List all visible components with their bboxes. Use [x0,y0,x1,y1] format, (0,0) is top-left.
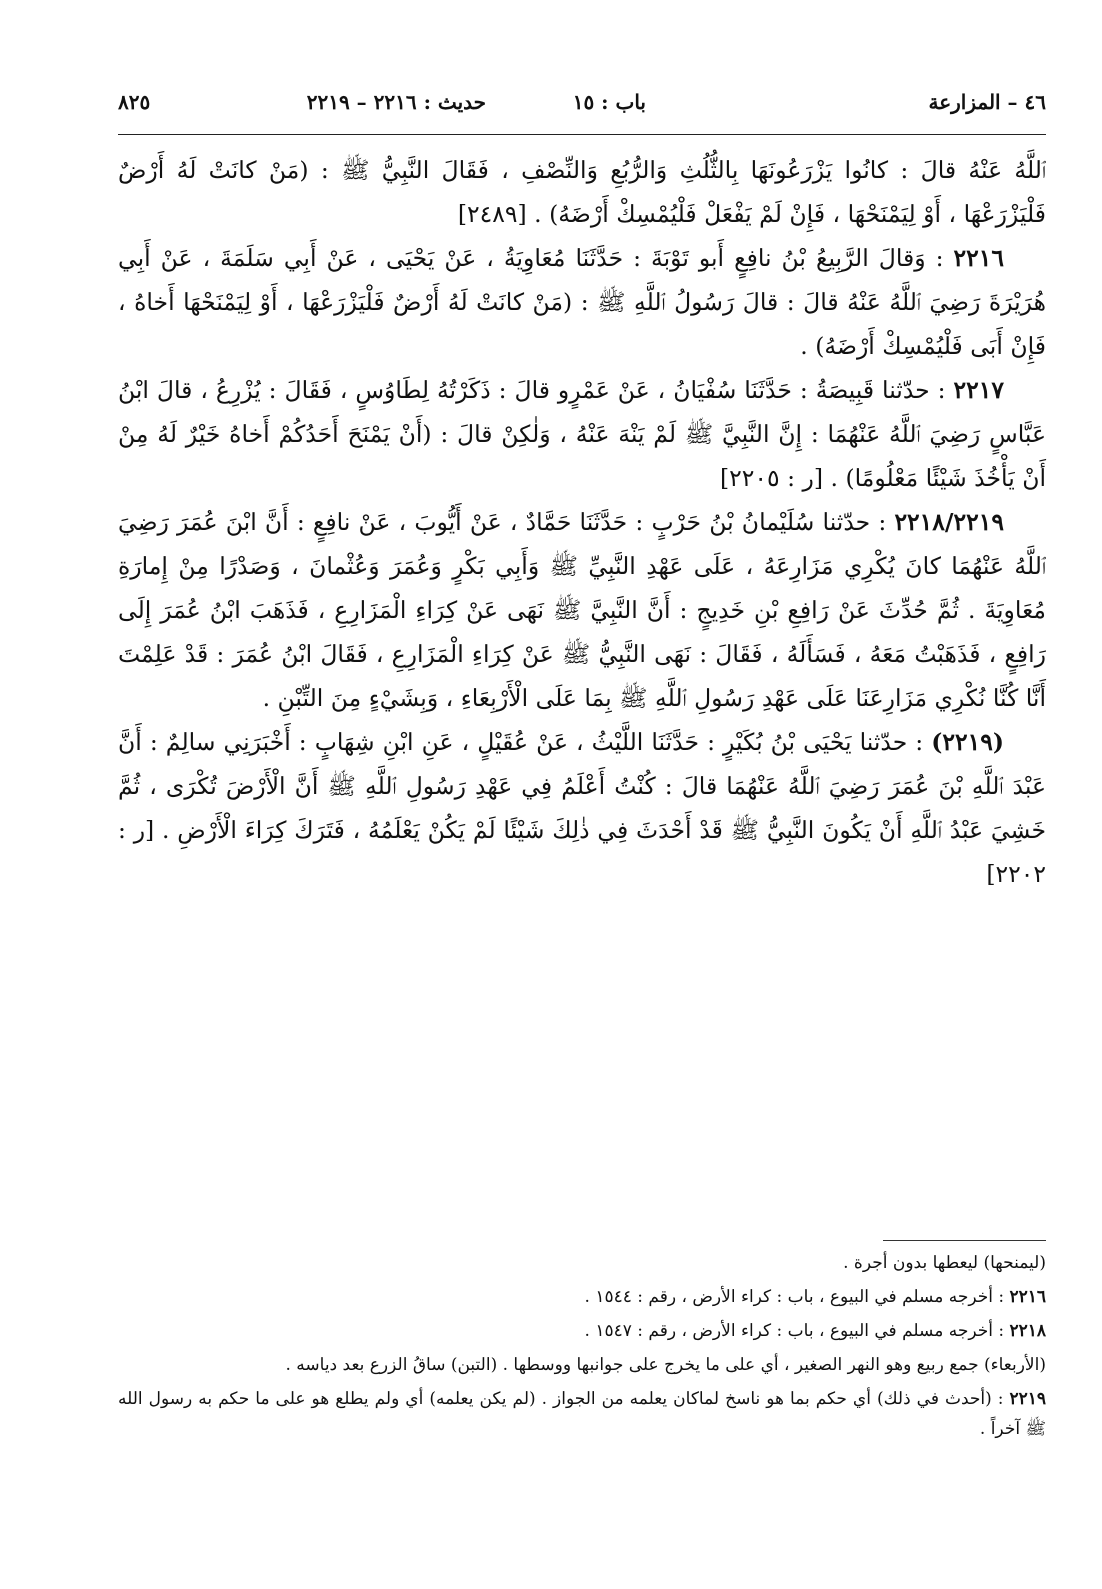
footnote [118,1350,1046,1380]
footnote-number: ٢٢١٦ [1009,1287,1046,1307]
footnote [118,1384,1046,1444]
page-number: ٨٢٥ [118,90,151,114]
footnote-text: : (أحدث في ذلك) أي حكم بما هو ناسخ لماكان يعلمه من الجواز . (لم يكن يعلمه) أي ولم يطلع هو على ما حكم به رسول الله ﷺ آخراً . [118,1389,1046,1439]
paragraph-text: : وَقالَ الرَّبِيعُ بْنُ نافِعٍ أَبو تَوْبَةَ : حَدَّثَنَا مُعَاوِيَةُ ، عَنْ يَحْيَى ، عَنْ أَبِي سَلَمَةَ ، عَنْ أَبِي هُرَيْرَةَ رَضِيَ ٱللَّهُ عَنْهُ قالَ : قالَ رَسُولُ ٱللَّهِ ﷺ : (مَنْ كانَتْ لَهُ أَرْضٌ فَلْيَزْرَعْهَا ، أَوْ لِيَمْنَحْهَا أَخاهُ ، فَإِنْ أَبَى فَلْيُمْسِكْ أَرْضَهُ) . [118,244,1046,360]
chapter-title: ٤٦ – المزارعة [928,90,1046,114]
footnote-number: ٢٢١٩ [1009,1389,1046,1409]
hadith-number: (٢٢١٩) [931,728,1004,756]
footnotes [118,1248,1046,1448]
hadith-paragraph [118,720,1046,896]
footnote-rule [883,1240,1046,1241]
footnote-text: : أخرجه مسلم في البيوع ، باب : كراء الأرض ، رقم : ١٥٤٧ . [584,1321,1010,1341]
paragraph-text: ٱللَّهُ عَنْهُ قالَ : كانُوا يَزْرَعُونَهَا بِالثُّلُثِ وَالرُّبُعِ وَالنِّصْفِ ، فَقَالَ النَّبِيُّ ﷺ : (مَنْ كانَتْ لَهُ أَرْضٌ فَلْيَزْرَعْهَا ، أَوْ لِيَمْنَحْهَا ، فَإِنْ لَمْ يَفْعَلْ فَلْيُمْسِكْ أَرْضَهُ) . [٢٤٨٩] [118,156,1046,228]
footnote [118,1316,1046,1346]
hadith-paragraph [118,236,1046,368]
paragraph-text: : حدّثنا قَبِيصَةُ : حَدَّثَنَا سُفْيَانُ ، عَنْ عَمْرٍو قالَ : ذَكَرْتُهُ لِطَاوُسٍ ، فَقَالَ : يُزْرِعُ ، قالَ ابْنُ عَبَّاسٍ رَضِيَ ٱللَّهُ عَنْهُمَا : إِنَّ النَّبِيَّ ﷺ لَمْ يَنْهَ عَنْهُ ، وَلٰكِنْ قالَ : (أَنْ يَمْنَحَ أَحَدُكُمْ أَخاهُ خَيْرٌ لَهُ مِنْ أَنْ يَأْخُذَ شَيْئًا مَعْلُومًا) . [ر : ٢٢٠٥] [118,376,1046,492]
bab-number: باب : ١٥ [572,90,646,114]
hadith-range: حديث : ٢٢١٦ – ٢٢١٩ [306,90,486,114]
footnote [118,1282,1046,1312]
footnote-text: (الأربعاء) جمع ربيع وهو النهر الصغير ، أي على ما يخرج على جوانبها ووسطها . (التبن) ساقُ الزرع بعد دياسه . [285,1355,1046,1375]
footnote-number: ٢٢١٨ [1009,1321,1046,1341]
paragraph-text: : حدّثنا سُلَيْمانُ بْنُ حَرْبٍ : حَدَّثَنَا حَمَّادٌ ، عَنْ أَيُّوبَ ، عَنْ نافِعٍ : أَنَّ ابْنَ عُمَرَ رَضِيَ ٱللَّهُ عَنْهُمَا كانَ يُكْرِي مَزَارِعَهُ ، عَلَى عَهْدِ النَّبِيِّ ﷺ وَأَبِي بَكْرٍ وَعُمَرَ وَعُثْمانَ ، وَصَدْرًا مِنْ إِمارَةِ مُعَاوِيَةَ . ثُمَّ حُدِّثَ عَنْ رَافِعِ بْنِ خَدِيجٍ : أَنَّ النَّبِيَّ ﷺ نَهَى عَنْ كِرَاءِ الْمَزَارِعِ ، فَذَهَبَ ابْنُ عُمَرَ إِلَى رَافِعٍ ، فَذَهَبْتُ مَعَهُ ، فَسَأَلَهُ ، فَقَالَ : نَهَى النَّبِيُّ ﷺ عَنْ كِرَاءِ الْمَزَارِعِ ، فَقَالَ ابْنُ عُمَرَ : قَدْ عَلِمْتَ أَنَّا كُنَّا نُكْرِي مَزَارِعَنَا عَلَى عَهْدِ رَسُولِ ٱللَّهِ ﷺ بِمَا عَلَى الْأَرْبِعَاءِ ، وَبِشَيْءٍ مِنَ التِّبْنِ . [118,508,1046,712]
hadith-number: ٢٢١٧ [953,376,1004,404]
hadith-number: ٢٢١٨/٢٢١٩ [894,508,1004,536]
hadith-paragraph [118,368,1046,500]
paragraph-text: : حدّثنا يَحْيَى بْنُ بُكَيْرٍ : حَدَّثَنَا اللَّيْثُ ، عَنْ عُقَيْلٍ ، عَنِ ابْنِ شِهَابٍ : أَخْبَرَنِي سالِمٌ : أَنَّ عَبْدَ ٱللَّهِ بْنَ عُمَرَ رَضِيَ ٱللَّهُ عَنْهُمَا قالَ : كُنْتُ أَعْلَمُ فِي عَهْدِ رَسُولِ ٱللَّهِ ﷺ أَنَّ الْأَرْضَ تُكْرَى ، ثُمَّ خَشِيَ عَبْدُ ٱللَّهِ أَنْ يَكُونَ النَّبِيُّ ﷺ قَدْ أَحْدَثَ فِي ذٰلِكَ شَيْئًا لَمْ يَكُنْ يَعْلَمُهُ ، فَتَرَكَ كِرَاءَ الْأَرْضِ . [ر : ٢٢٠٢] [118,728,1046,888]
main-text [118,148,1046,896]
footnote-text: (ليمنحها) ليعطها بدون أجرة . [843,1253,1046,1273]
hadith-paragraph [118,500,1046,720]
hadith-number: ٢٢١٦ [953,244,1004,272]
footnote [118,1248,1046,1278]
running-header [118,86,1046,126]
footnote-text: : أخرجه مسلم في البيوع ، باب : كراء الأرض ، رقم : ١٥٤٤ . [584,1287,1010,1307]
header-rule [118,134,1046,135]
continuation-paragraph [118,148,1046,236]
